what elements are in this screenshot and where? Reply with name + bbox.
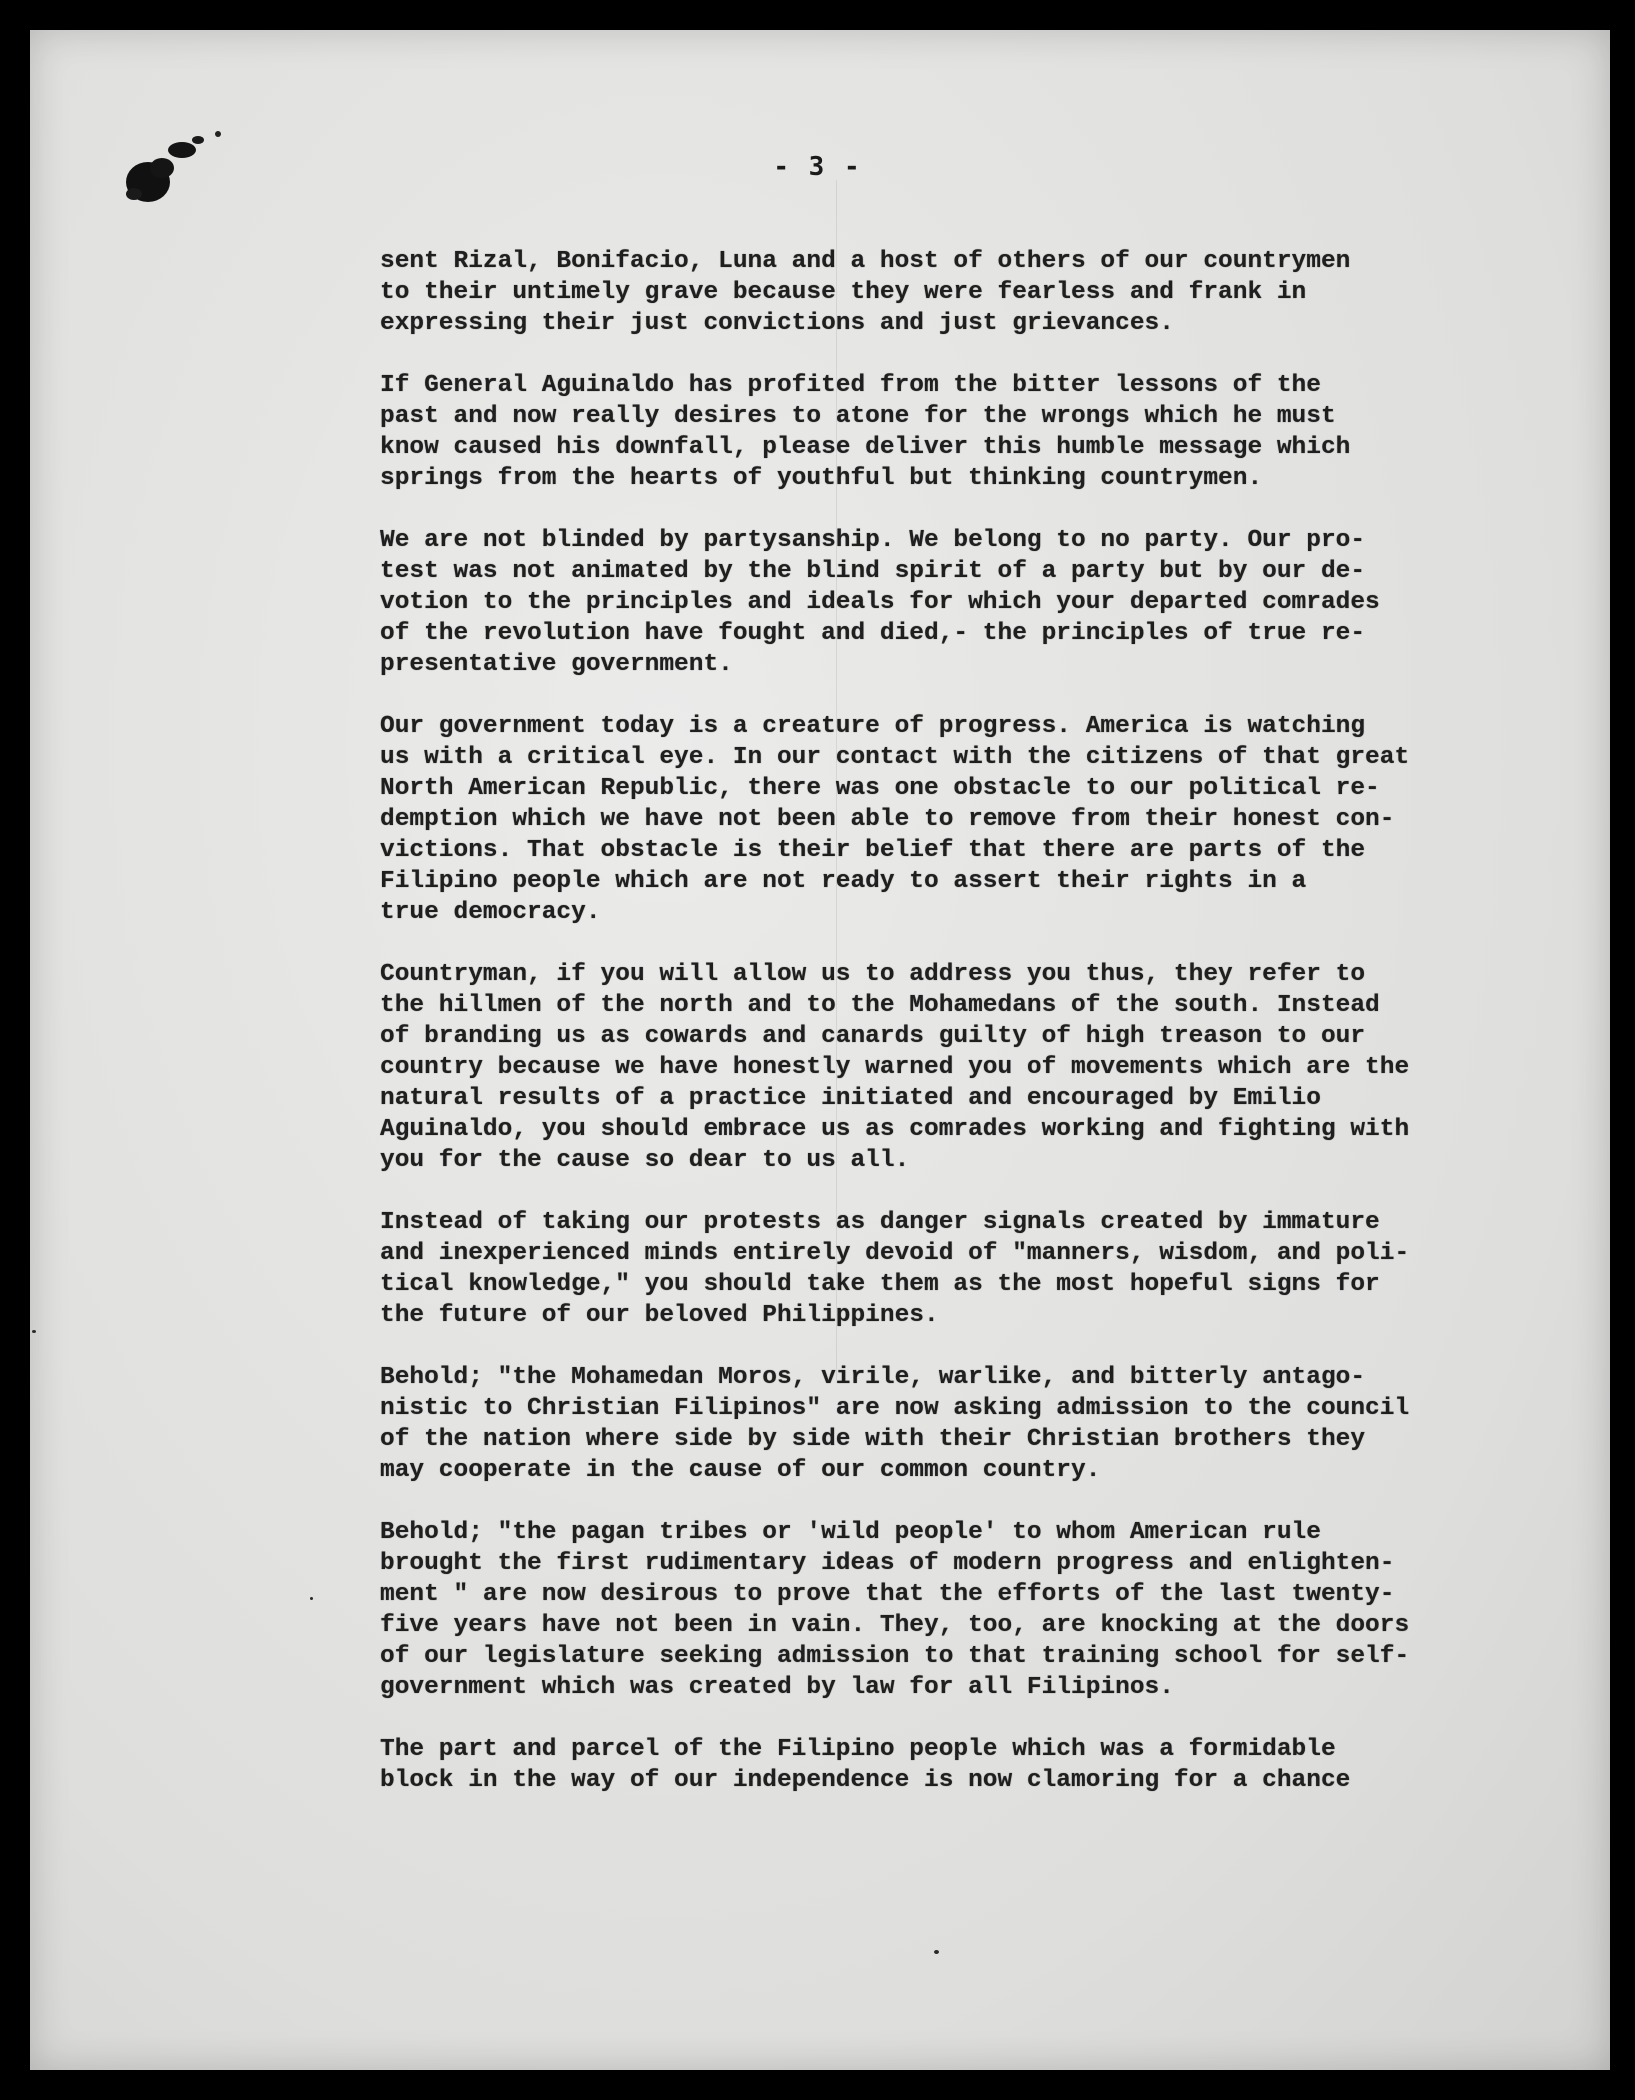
text-line: test was not animated by the blind spirit of a party but by our de- [380, 558, 1366, 585]
text-line: Behold; "the pagan tribes or 'wild people' to whom American rule [380, 1519, 1321, 1546]
letter-body [380, 246, 1495, 1827]
page-number: - 3 - [773, 152, 862, 182]
text-line: Behold; "the Mohamedan Moros, virile, warlike, and bitterly antago- [380, 1364, 1366, 1391]
text-line: of our legislature seeking admission to that training school for self- [380, 1643, 1410, 1670]
paragraph [380, 246, 1495, 339]
paragraph [380, 959, 1495, 1176]
text-line: know caused his downfall, please deliver this humble message which [380, 434, 1351, 461]
text-line: of the nation where side by side with their Christian brothers they [380, 1426, 1366, 1453]
paper-speck [32, 1330, 36, 1333]
paper-speck [310, 1597, 313, 1600]
text-line: of the revolution have fought and died,- the principles of true re- [380, 620, 1366, 647]
text-line: and inexperienced minds entirely devoid of "manners, wisdom, and poli- [380, 1240, 1410, 1267]
text-line: natural results of a practice initiated and encouraged by Emilio [380, 1085, 1321, 1112]
text-line: Our government today is a creature of progress. America is watching [380, 713, 1366, 740]
text-line: may cooperate in the cause of our common country. [380, 1457, 1101, 1484]
text-line: brought the first rudimentary ideas of modern progress and enlighten- [380, 1550, 1395, 1577]
text-line: government which was created by law for all Filipinos. [380, 1674, 1174, 1701]
text-line: us with a critical eye. In our contact with the citizens of that great [380, 744, 1410, 771]
text-line: to their untimely grave because they were fearless and frank in [380, 279, 1307, 306]
text-line: sent Rizal, Bonifacio, Luna and a host of others of our countrymen [380, 248, 1351, 275]
text-line: expressing their just convictions and just grievances. [380, 310, 1174, 337]
paragraph [380, 525, 1495, 680]
text-line: The part and parcel of the Filipino people which was a formidable [380, 1736, 1336, 1763]
text-line: tical knowledge," you should take them as the most hopeful signs for [380, 1271, 1380, 1298]
text-line: We are not blinded by partysanship. We belong to no party. Our pro- [380, 527, 1366, 554]
paragraph [380, 711, 1495, 928]
paper-speck [934, 1950, 939, 1954]
text-line: ment " are now desirous to prove that the efforts of the last twenty- [380, 1581, 1395, 1608]
text-line: presentative government. [380, 651, 733, 678]
text-line: votion to the principles and ideals for which your departed comrades [380, 589, 1380, 616]
text-line: Countryman, if you will allow us to address you thus, they refer to [380, 961, 1366, 988]
paragraph [380, 1207, 1495, 1331]
text-line: springs from the hearts of youthful but thinking countrymen. [380, 465, 1263, 492]
text-line: the hillmen of the north and to the Mohamedans of the south. Instead [380, 992, 1380, 1019]
text-line: block in the way of our independence is now clamoring for a chance [380, 1767, 1351, 1794]
text-line: five years have not been in vain. They, too, are knocking at the doors [380, 1612, 1410, 1639]
text-line: of branding us as cowards and canards guilty of high treason to our [380, 1023, 1366, 1050]
paragraph [380, 1517, 1495, 1703]
text-line: Aguinaldo, you should embrace us as comrades working and fighting with [380, 1116, 1410, 1143]
text-line: demption which we have not been able to remove from their honest con- [380, 806, 1395, 833]
text-line: victions. That obstacle is their belief that there are parts of the [380, 837, 1366, 864]
paragraph [380, 1734, 1495, 1796]
paragraph [380, 370, 1495, 494]
text-line: the future of our beloved Philippines. [380, 1302, 939, 1329]
text-line: true democracy. [380, 899, 601, 926]
paragraph [380, 1362, 1495, 1486]
text-line: nistic to Christian Filipinos" are now asking admission to the council [380, 1395, 1410, 1422]
text-line: you for the cause so dear to us all. [380, 1147, 910, 1174]
text-line: North American Republic, there was one obstacle to our political re- [380, 775, 1380, 802]
text-line: past and now really desires to atone for the wrongs which he must [380, 403, 1336, 430]
text-line: Filipino people which are not ready to assert their rights in a [380, 868, 1307, 895]
text-line: Instead of taking our protests as danger signals created by immature [380, 1209, 1380, 1236]
text-line: country because we have honestly warned you of movements which are the [380, 1054, 1410, 1081]
text-line: If General Aguinaldo has profited from the bitter lessons of the [380, 372, 1321, 399]
